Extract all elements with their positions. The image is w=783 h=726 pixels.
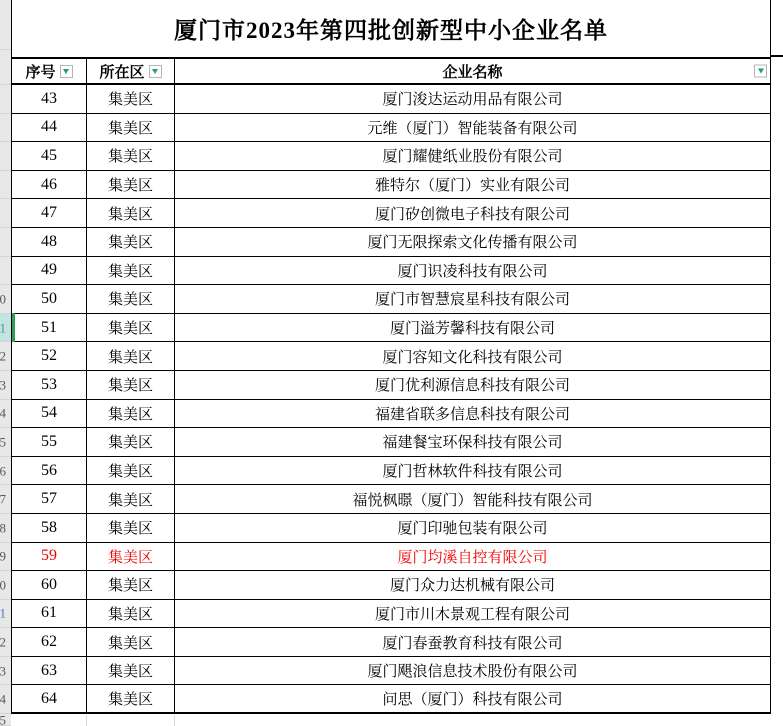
row-number: 5 <box>0 434 6 450</box>
cell-district[interactable]: 集美区 <box>86 199 174 227</box>
filter-button-serial[interactable] <box>60 65 73 78</box>
cell-company[interactable]: 福悦枫暻（厦门）智能科技有限公司 <box>174 485 770 513</box>
row-number: 9 <box>0 548 6 564</box>
cell-company[interactable]: 元维（厦门）智能装备有限公司 <box>174 114 770 142</box>
table-row <box>12 685 770 714</box>
filter-button-company[interactable] <box>754 65 767 78</box>
data-rows <box>12 85 770 714</box>
filter-dropdown-icon <box>63 69 69 74</box>
column-header-company-label: 企业名称 <box>442 64 503 81</box>
row-number: 3 <box>0 377 6 393</box>
cell-serial[interactable]: 62 <box>41 633 57 651</box>
row-header[interactable] <box>0 514 11 543</box>
cell-company[interactable]: 厦门优利源信息科技有限公司 <box>174 371 770 399</box>
cell-serial[interactable]: 43 <box>41 89 57 107</box>
cell-serial[interactable]: 59 <box>41 547 57 565</box>
row-header[interactable] <box>0 543 11 572</box>
filter-dropdown-icon <box>152 69 158 74</box>
column-header-serial-label: 序号 <box>25 64 56 81</box>
table-row <box>12 142 770 171</box>
cell-serial[interactable]: 64 <box>41 689 57 707</box>
cell-district[interactable]: 集美区 <box>86 657 174 685</box>
cell-district[interactable]: 集美区 <box>86 371 174 399</box>
row-number: 8 <box>0 520 6 536</box>
table-row <box>12 428 770 457</box>
row-header[interactable] <box>0 199 11 228</box>
row-number: 2 <box>0 348 6 364</box>
cell-serial[interactable]: 54 <box>41 404 57 422</box>
cell-serial[interactable]: 49 <box>41 261 57 279</box>
column-header-district[interactable] <box>86 59 174 83</box>
table-header-row <box>12 57 770 85</box>
cell-company[interactable]: 福建省联多信息科技有限公司 <box>174 400 770 428</box>
cell-company[interactable]: 厦门众力达机械有限公司 <box>174 571 770 599</box>
table-row <box>12 85 770 114</box>
cell-serial[interactable]: 50 <box>41 289 57 307</box>
cell-company[interactable]: 厦门春蚕教育科技有限公司 <box>174 628 770 656</box>
cell-serial[interactable]: 57 <box>41 490 57 508</box>
row-number: 0 <box>0 577 6 593</box>
cell-serial[interactable]: 46 <box>41 175 57 193</box>
table-row <box>12 600 770 629</box>
row-number: 4 <box>0 691 6 707</box>
row-header[interactable] <box>0 657 11 686</box>
table-row <box>12 228 770 257</box>
cell-company[interactable]: 雅特尔（厦门）实业有限公司 <box>174 171 770 199</box>
cell-district[interactable]: 集美区 <box>86 571 174 599</box>
row-header[interactable] <box>0 342 11 371</box>
cell-serial[interactable]: 52 <box>41 347 57 365</box>
row-header[interactable] <box>0 371 11 400</box>
row-header[interactable] <box>0 400 11 429</box>
row-header[interactable] <box>0 85 11 114</box>
row-header-partial[interactable] <box>0 714 11 726</box>
cell-serial[interactable]: 55 <box>41 432 57 450</box>
cell-district[interactable]: 集美区 <box>86 85 174 113</box>
column-header-serial[interactable] <box>12 59 86 83</box>
row-header[interactable] <box>0 228 11 257</box>
cell-district[interactable]: 集美区 <box>86 543 174 571</box>
table-row <box>12 514 770 543</box>
cell-district[interactable]: 集美区 <box>86 400 174 428</box>
row-header[interactable] <box>0 314 11 343</box>
cell-company[interactable]: 厦门无限探索文化传播有限公司 <box>174 228 770 256</box>
cell-serial[interactable]: 61 <box>41 604 57 622</box>
cell-district[interactable]: 集美区 <box>86 485 174 513</box>
cell-district[interactable]: 集美区 <box>86 171 174 199</box>
title-cell[interactable] <box>12 0 770 57</box>
table-row <box>12 342 770 371</box>
cell-district[interactable]: 集美区 <box>86 114 174 142</box>
table-row <box>12 457 770 486</box>
cell-serial[interactable]: 56 <box>41 461 57 479</box>
table-row <box>12 628 770 657</box>
cell-company[interactable]: 厦门印驰包装有限公司 <box>174 514 770 542</box>
table-row <box>12 257 770 286</box>
cell-district[interactable]: 集美区 <box>86 314 174 342</box>
cell-serial[interactable]: 58 <box>41 518 57 536</box>
cell-serial[interactable]: 45 <box>41 146 57 164</box>
cell-serial[interactable]: 48 <box>41 232 57 250</box>
row-header-header-zone[interactable] <box>0 50 11 85</box>
cell-district[interactable]: 集美区 <box>86 514 174 542</box>
table-row <box>12 400 770 429</box>
header-border-extension <box>771 55 783 57</box>
cell-district[interactable]: 集美区 <box>86 228 174 256</box>
cell-district[interactable]: 集美区 <box>86 685 174 712</box>
cell-company[interactable]: 厦门识凌科技有限公司 <box>174 257 770 285</box>
cell-serial[interactable]: 51 <box>41 318 57 336</box>
row-header[interactable] <box>0 685 11 714</box>
cell-company[interactable]: 厦门市智慧宸星科技有限公司 <box>174 285 770 313</box>
row-number: 7 <box>0 491 6 507</box>
row-header[interactable] <box>0 485 11 514</box>
table-row <box>12 114 770 143</box>
cell-company[interactable]: 厦门容知文化科技有限公司 <box>174 342 770 370</box>
row-header[interactable] <box>0 171 11 200</box>
row-header[interactable] <box>0 257 11 286</box>
column-header-district-label: 所在区 <box>99 64 145 81</box>
gridline <box>86 715 87 726</box>
gridline <box>174 715 175 726</box>
data-table <box>11 0 771 714</box>
cell-serial[interactable]: 44 <box>41 118 57 136</box>
row-number: 5 <box>0 712 6 726</box>
cell-serial[interactable]: 63 <box>41 661 57 679</box>
cell-company[interactable]: 厦门哲林软件科技有限公司 <box>174 457 770 485</box>
cell-company[interactable]: 厦门矽创微电子科技有限公司 <box>174 199 770 227</box>
row-number: 1 <box>0 320 6 336</box>
cell-company[interactable]: 福建餐宝环保科技有限公司 <box>174 428 770 456</box>
cell-district[interactable]: 集美区 <box>86 600 174 628</box>
cell-district[interactable]: 集美区 <box>86 457 174 485</box>
table-row <box>12 371 770 400</box>
row-header[interactable] <box>0 142 11 171</box>
column-header-company[interactable] <box>174 59 770 83</box>
filter-dropdown-icon <box>758 69 764 74</box>
cell-company[interactable]: 厦门溢芳馨科技有限公司 <box>174 314 770 342</box>
row-number: 3 <box>0 663 6 679</box>
cell-serial[interactable]: 60 <box>41 575 57 593</box>
filter-button-district[interactable] <box>149 65 162 78</box>
row-number: 1 <box>0 605 6 621</box>
cell-district[interactable]: 集美区 <box>86 285 174 313</box>
row-number: 4 <box>0 405 6 421</box>
row-number: 2 <box>0 634 6 650</box>
row-header[interactable] <box>0 628 11 657</box>
table-row <box>12 657 770 686</box>
cell-company[interactable]: 厦门飓浪信息技术股份有限公司 <box>174 657 770 685</box>
row-header[interactable] <box>0 428 11 457</box>
cell-serial[interactable]: 53 <box>41 375 57 393</box>
sheet-title: 厦门市2023年第四批创新型中小企业名单 <box>174 18 608 43</box>
table-row <box>12 314 770 343</box>
cell-company[interactable]: 厦门耀健纸业股份有限公司 <box>174 142 770 170</box>
cell-company[interactable]: 厦门市川木景观工程有限公司 <box>174 600 770 628</box>
row-number: 0 <box>0 291 6 307</box>
cell-district[interactable]: 集美区 <box>86 142 174 170</box>
row-header[interactable] <box>0 285 11 314</box>
row-header[interactable] <box>0 571 11 600</box>
cell-district[interactable]: 集美区 <box>86 428 174 456</box>
cell-company[interactable]: 厦门均溪自控有限公司 <box>174 543 770 571</box>
row-header[interactable] <box>0 600 11 629</box>
cell-company[interactable]: 问思（厦门）科技有限公司 <box>174 685 770 712</box>
row-number: 6 <box>0 463 6 479</box>
table-row <box>12 171 770 200</box>
cell-company[interactable]: 厦门浚达运动用品有限公司 <box>174 85 770 113</box>
table-row <box>12 285 770 314</box>
cell-serial[interactable]: 47 <box>41 204 57 222</box>
table-row <box>12 571 770 600</box>
row-header-title-zone[interactable] <box>0 0 11 50</box>
cell-district[interactable]: 集美区 <box>86 257 174 285</box>
table-row <box>12 199 770 228</box>
row-header[interactable] <box>0 114 11 143</box>
row-header-strip <box>0 0 11 726</box>
table-row <box>12 485 770 514</box>
table-row <box>12 543 770 572</box>
cell-district[interactable]: 集美区 <box>86 628 174 656</box>
selection-border <box>12 313 15 343</box>
row-header[interactable] <box>0 457 11 486</box>
cell-district[interactable]: 集美区 <box>86 342 174 370</box>
